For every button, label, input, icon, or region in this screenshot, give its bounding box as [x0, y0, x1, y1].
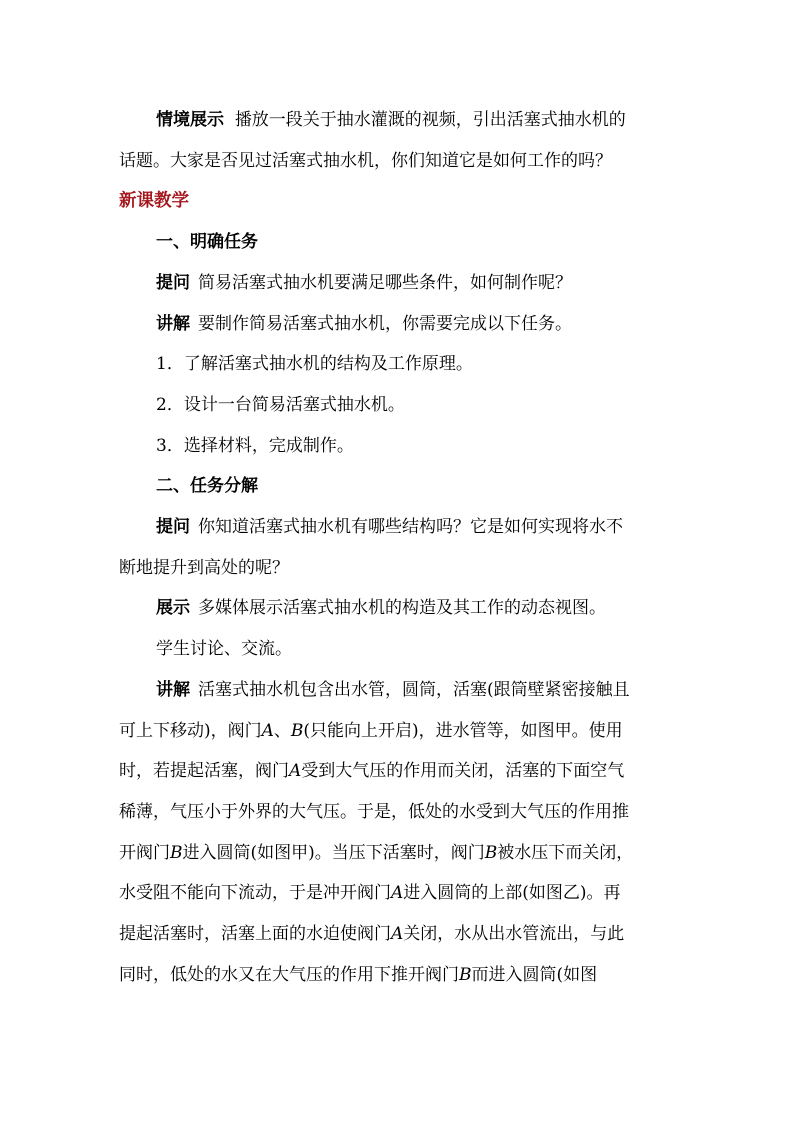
intro-label: 情境展示 [156, 110, 224, 130]
task-item-3: 3．选择材料，完成制作。 [156, 435, 354, 456]
part2-heading: 二、任务分解 [156, 476, 258, 497]
part2-discuss: 学生讨论、交流。 [156, 639, 292, 660]
text-segment: 水受阻不能向下流动，于是冲开阀门 [119, 883, 391, 904]
valve-b-symbol: B [484, 842, 498, 863]
part1-heading: 一、明确任务 [156, 232, 258, 253]
text-segment: 关闭，水从出水管流出，与此 [403, 924, 625, 945]
text-segment: 受到大气压的作用而关闭，活塞的下面空气 [301, 761, 625, 782]
text-segment: 进入圆筒的上部(如图乙)。再 [403, 883, 621, 904]
part2-explain-line-5 [119, 833, 679, 874]
intro-paragraph-line-1 [119, 100, 679, 141]
valve-a-symbol: A [289, 761, 302, 782]
part2-show-label: 展示 [156, 598, 190, 619]
valve-a-symbol: A [391, 883, 404, 904]
part1-explain-text: 要制作简易活塞式抽水机，你需要完成以下任务。 [198, 313, 572, 334]
part2-explain-line-4: 稀薄，气压小于外界的大气压。于是，低处的水受到大气压的作用推 [119, 801, 629, 822]
text-segment: 同时，低处的水又在大气压的作用下推开阀门 [119, 964, 459, 985]
task-item-1: 1．了解活塞式抽水机的结构及工作原理。 [156, 354, 473, 375]
text-segment: 开阀门 [119, 842, 170, 863]
part2-ask-label: 提问 [156, 517, 190, 538]
part2-explain-line-2 [119, 711, 679, 752]
part2-explain-line-7 [119, 914, 679, 955]
part1-explain-paragraph [119, 304, 679, 345]
part1-explain-label: 讲解 [156, 313, 190, 334]
part2-show-paragraph [119, 588, 679, 629]
part1-ask-paragraph [119, 263, 679, 304]
valve-b-symbol: B [290, 720, 304, 741]
part2-ask-text-1: 你知道活塞式抽水机有哪些结构吗？它是如何实现将水不 [198, 517, 623, 538]
intro-text-line-1: 播放一段关于抽水灌溉的视频，引出活塞式抽水机的 [234, 110, 626, 130]
part2-explain-line-1 [119, 670, 679, 711]
text-segment: 被水压下而关闭， [497, 842, 634, 863]
valve-b-symbol: B [459, 964, 472, 985]
part2-explain-text-1: 活塞式抽水机包含出水管，圆筒，活塞(跟筒壁紧密接触且 [198, 679, 630, 700]
valve-b-symbol: B [170, 842, 183, 863]
part2-show-text: 多媒体展示活塞式抽水机的构造及其工作的动态视图。 [198, 598, 606, 619]
valve-a-symbol: A [261, 720, 274, 741]
section-title: 新课教学 [119, 191, 189, 212]
intro-paragraph-line-2: 话题。大家是否见过活塞式抽水机，你们知道它是如何工作的吗？ [119, 150, 612, 171]
part2-ask-line-1 [119, 507, 679, 548]
part1-ask-label: 提问 [156, 272, 190, 293]
part2-ask-line-2: 断地提升到高处的呢？ [119, 557, 289, 578]
part1-ask-text: 简易活塞式抽水机要满足哪些条件，如何制作呢？ [198, 272, 572, 293]
task-item-2: 2．设计一台简易活塞式抽水机。 [156, 394, 405, 415]
part2-explain-line-8 [119, 955, 679, 996]
text-segment: 、 [273, 720, 291, 741]
valve-a-symbol: A [391, 924, 404, 945]
text-segment: 可上下移动)，阀门 [119, 720, 262, 741]
part2-explain-label: 讲解 [156, 679, 190, 700]
text-segment: 而进入圆筒(如图 [471, 964, 598, 985]
text-segment: 进入圆筒(如图甲)。当压下活塞时，阀门 [182, 842, 485, 863]
text-segment: 提起活塞时，活塞上面的水迫使阀门 [119, 924, 391, 945]
part2-explain-line-3 [119, 751, 679, 792]
document-page [119, 100, 679, 995]
text-segment: (只能向上开启)，进水管等，如图甲。使用 [303, 720, 623, 741]
part2-explain-line-6 [119, 873, 679, 914]
text-segment: 时，若提起活塞，阀门 [119, 761, 289, 782]
